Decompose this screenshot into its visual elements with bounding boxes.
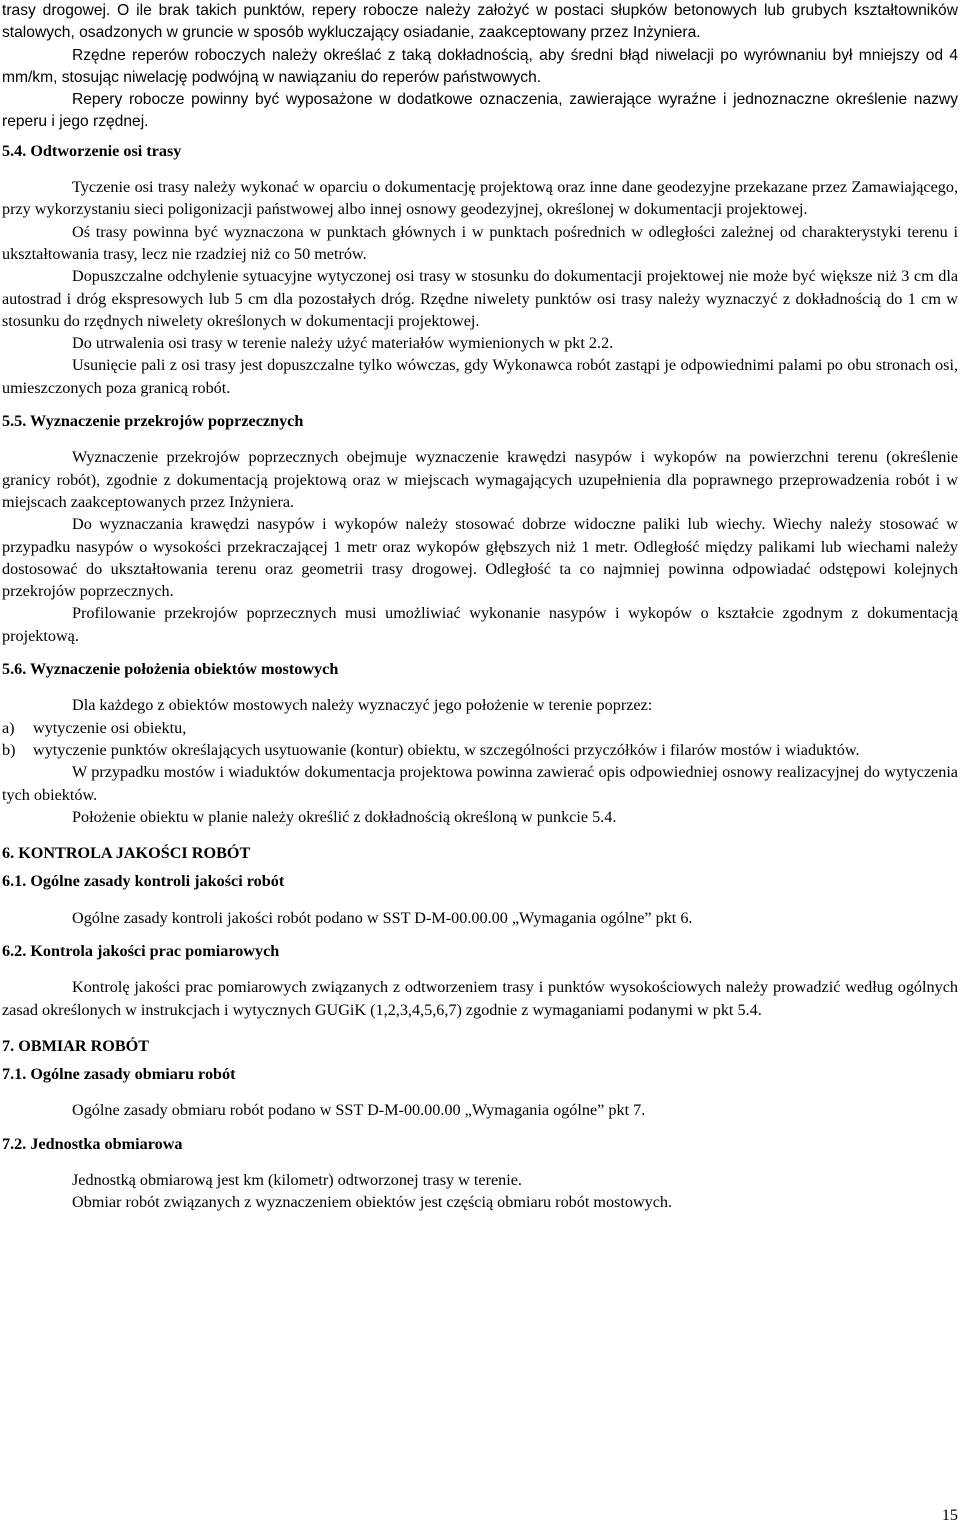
section-6-heading: 6. KONTROLA JAKOŚCI ROBÓT [2,844,251,863]
section-5-6-paragraph-2: W przypadku mostów i wiaduktów dokumentacja projektowa powinna zawierać opis odpowiedniej osnowy realizacyjnej do wytyczenia tych obiektów. [2,763,958,804]
section-5-4-paragraph-1: Tyczenie osi trasy należy wykonać w oparciu o dokumentację projektową oraz inne dane geodezyjne przekazane przez Zamawiającego, przy wykorzystaniu sieci poligonizacji państwowej albo innej osnowy geodezyjnej, określonej w dokumentacji projektowej. [2,178,958,219]
section-7-2-heading: 7.2. Jednostka obmiarowa [2,1134,183,1153]
list-item-text: wytyczenie osi obiektu, [33,718,187,737]
list-marker: b) [2,740,16,759]
list-marker: a) [2,718,15,737]
section-5-4-paragraph-3: Dopuszczalne odchylenie sytuacyjne wytyczonej osi trasy w stosunku do dokumentacji projektowej nie może być większe niż 3 cm dla autostrad i dróg ekspresowych lub 5 cm dla pozostałych dróg. Rzędne niwelety punktów osi trasy należy wyznaczyć z dokładnością do 1 cm w stosunku do rzędnych niwelety określonych w dokumentacji projektowej. [2,267,958,330]
section-6-2-heading: 6.2. Kontrola jakości prac pomiarowych [2,941,280,960]
intro-paragraph-2: Rzędne reperów roboczych należy określać z taką dokładnością, aby średni błąd niwelacji po wyrównaniu był mniejszy od 4 mm/km, stosując niwelację podwójną w nawiązaniu do reperów państwowych. [2,46,958,86]
section-7-heading: 7. OBMIAR ROBÓT [2,1036,150,1055]
section-6-1-heading: 6.1. Ogólne zasady kontroli jakości robót [2,872,285,891]
list-item [2,717,958,739]
list-item [2,739,958,761]
section-5-5-heading: 5.5. Wyznaczenie przekrojów poprzecznych [2,412,304,431]
page-number: 15 [941,1506,958,1524]
section-7-1-paragraph: Ogólne zasady obmiaru robót podano w SST D-M-00.00.00 „Wymagania ogólne” pkt 7. [72,1101,646,1120]
section-7-2-paragraph-2: Obmiar robót związanych z wyznaczeniem obiektów jest częścią obmiaru robót mostowych. [72,1193,673,1212]
section-7-1-heading: 7.1. Ogólne zasady obmiaru robót [2,1065,236,1084]
section-5-5-paragraph-2: Do wyznaczania krawędzi nasypów i wykopów należy stosować dobrze widoczne paliki lub wiechy. Wiechy należy stosować w przypadku nasypów o wysokości przekraczającej 1 metr oraz wykopów głębszych niż 1 metr. Odległość między palikami lub wiechami należy dostosować do ukształtowania terenu oraz geometrii trasy drogowej. Odległość ta co najmniej powinna odpowiadać odstępowi kolejnych przekrojów poprzecznych. [2,515,958,601]
section-5-4-heading: 5.4. Odtworzenie osi trasy [2,141,182,160]
page-body [2,0,958,1214]
section-6-1-paragraph: Ogólne zasady kontroli jakości robót podano w SST D-M-00.00.00 „Wymagania ogólne” pkt 6. [72,908,693,927]
section-5-6-paragraph-3: Położenie obiektu w planie należy określić z dokładnością określoną w punkcie 5.4. [72,807,617,826]
section-5-4-paragraph-5: Usunięcie pali z osi trasy jest dopuszczalne tylko wówczas, gdy Wykonawca robót zastąpi je odpowiednimi palami po obu stronach osi, umieszczonych poza granicą robót. [2,356,958,397]
intro-paragraph-1: trasy drogowej. O ile brak takich punktów, repery robocze należy założyć w postaci słupków betonowych lub grubych kształtowników stalowych, osadzonych w gruncie w sposób wykluczający osiadanie, zaakceptowany przez Inżyniera. [2,2,958,42]
section-5-4-paragraph-4: Do utrwalenia osi trasy w terenie należy użyć materiałów wymienionych w pkt 2.2. [72,334,614,353]
section-5-5-paragraph-1: Wyznaczenie przekrojów poprzecznych obejmuje wyznaczenie krawędzi nasypów i wykopów na powierzchni terenu (określenie granicy robót), zgodnie z dokumentacją projektową oraz w miejscach wymagających uzupełnienia dla poprawnego przeprowadzenia robót i w miejscach zaakceptowanych przez Inżyniera. [2,448,958,511]
section-5-4-paragraph-2: Oś trasy powinna być wyznaczona w punktach głównych i w punktach pośrednich w odległości zależnej od charakterystyki terenu i ukształtowania trasy, lecz nie rzadziej niż co 50 metrów. [2,222,958,263]
section-5-5-paragraph-3: Profilowanie przekrojów poprzecznych musi umożliwiać wykonanie nasypów i wykopów o kształcie zgodnym z dokumentacją projektową. [2,604,958,645]
intro-paragraph-3: Repery robocze powinny być wyposażone w dodatkowe oznaczenia, zawierające wyraźne i jednoznaczne określenie nazwy reperu i jego rzędnej. [2,91,958,131]
section-6-2-paragraph: Kontrolę jakości prac pomiarowych związanych z odtworzeniem trasy i punktów wysokościowych należy prowadzić według ogólnych zasad określonych w instrukcjach i wytycznych GUGiK (1,2,3,4,5,6,7) zgodnie z wymaganiami podanymi w pkt 5.4. [2,978,958,1019]
list-item-text: wytyczenie punktów określających usytuowanie (kontur) obiektu, w szczególności przyczółków i filarów mostów i wiaduktów. [33,740,860,759]
section-5-6-heading: 5.6. Wyznaczenie położenia obiektów mostowych [2,660,339,679]
section-5-6-paragraph-1: Dla każdego z obiektów mostowych należy wyznaczyć jego położenie w terenie poprzez: [72,696,653,715]
section-7-2-paragraph-1: Jednostką obmiarową jest km (kilometr) odtworzonej trasy w terenie. [72,1171,522,1190]
